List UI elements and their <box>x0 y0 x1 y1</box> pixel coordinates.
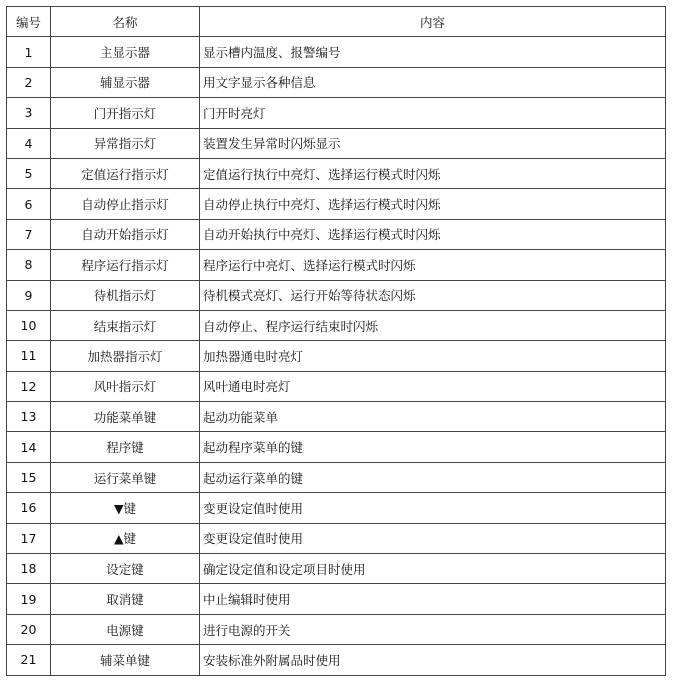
row-number: 5 <box>7 158 51 188</box>
row-name: 辅菜单键 <box>51 645 200 675</box>
row-name: 设定键 <box>51 554 200 584</box>
row-name: 程序键 <box>51 432 200 462</box>
row-content: 安装标准外附属品时使用 <box>200 645 666 675</box>
row-number: 7 <box>7 219 51 249</box>
row-name: ▲键 <box>51 523 200 553</box>
row-content: 起动程序菜单的键 <box>200 432 666 462</box>
row-content: 门开时亮灯 <box>200 98 666 128</box>
row-name: 程序运行指示灯 <box>51 250 200 280</box>
table-row <box>7 584 666 614</box>
row-number: 18 <box>7 554 51 584</box>
header-name: 名称 <box>51 7 200 37</box>
row-content: 装置发生异常时闪烁显示 <box>200 128 666 158</box>
row-name: 门开指示灯 <box>51 98 200 128</box>
row-number: 2 <box>7 67 51 97</box>
table-row <box>7 645 666 675</box>
key-function-table <box>6 6 666 676</box>
row-number: 12 <box>7 371 51 401</box>
row-number: 4 <box>7 128 51 158</box>
row-name: 加热器指示灯 <box>51 341 200 371</box>
table-row <box>7 37 666 67</box>
row-number: 21 <box>7 645 51 675</box>
table-row <box>7 189 666 219</box>
table-row <box>7 493 666 523</box>
row-number: 1 <box>7 37 51 67</box>
header-row <box>7 7 666 37</box>
header-number: 编号 <box>7 7 51 37</box>
table-row <box>7 402 666 432</box>
row-content: 变更设定值时使用 <box>200 523 666 553</box>
table-row <box>7 310 666 340</box>
table-row <box>7 341 666 371</box>
row-number: 16 <box>7 493 51 523</box>
row-content: 用文字显示各种信息 <box>200 67 666 97</box>
table-row <box>7 523 666 553</box>
row-name: 待机指示灯 <box>51 280 200 310</box>
row-name: 定值运行指示灯 <box>51 158 200 188</box>
table-row <box>7 280 666 310</box>
table-row <box>7 462 666 492</box>
row-content: 变更设定值时使用 <box>200 493 666 523</box>
row-number: 8 <box>7 250 51 280</box>
row-name: 辅显示器 <box>51 67 200 97</box>
row-number: 6 <box>7 189 51 219</box>
row-number: 11 <box>7 341 51 371</box>
row-number: 9 <box>7 280 51 310</box>
row-name: 风叶指示灯 <box>51 371 200 401</box>
row-name: 电源键 <box>51 614 200 644</box>
row-number: 19 <box>7 584 51 614</box>
table-row <box>7 128 666 158</box>
row-name: 异常指示灯 <box>51 128 200 158</box>
row-name: 主显示器 <box>51 37 200 67</box>
table-row <box>7 67 666 97</box>
table-row <box>7 98 666 128</box>
row-content: 中止编辑时使用 <box>200 584 666 614</box>
row-number: 13 <box>7 402 51 432</box>
row-name: 自动停止指示灯 <box>51 189 200 219</box>
row-content: 自动停止执行中亮灯、选择运行模式时闪烁 <box>200 189 666 219</box>
row-content: 确定设定值和设定项目时使用 <box>200 554 666 584</box>
table-row <box>7 158 666 188</box>
table-row <box>7 250 666 280</box>
row-number: 14 <box>7 432 51 462</box>
row-content: 定值运行执行中亮灯、选择运行模式时闪烁 <box>200 158 666 188</box>
row-content: 程序运行中亮灯、选择运行模式时闪烁 <box>200 250 666 280</box>
row-name: 结束指示灯 <box>51 310 200 340</box>
row-content: 显示槽内温度、报警编号 <box>200 37 666 67</box>
row-content: 自动开始执行中亮灯、选择运行模式时闪烁 <box>200 219 666 249</box>
row-name: 自动开始指示灯 <box>51 219 200 249</box>
row-content: 起动运行菜单的键 <box>200 462 666 492</box>
row-number: 3 <box>7 98 51 128</box>
row-content: 进行电源的开关 <box>200 614 666 644</box>
row-content: 起动功能菜单 <box>200 402 666 432</box>
row-number: 17 <box>7 523 51 553</box>
row-content: 风叶通电时亮灯 <box>200 371 666 401</box>
row-content: 加热器通电时亮灯 <box>200 341 666 371</box>
row-content: 自动停止、程序运行结束时闪烁 <box>200 310 666 340</box>
table-row <box>7 554 666 584</box>
table-row <box>7 432 666 462</box>
table-row <box>7 614 666 644</box>
table-row <box>7 219 666 249</box>
row-number: 20 <box>7 614 51 644</box>
table-row <box>7 371 666 401</box>
header-content: 内容 <box>200 7 666 37</box>
row-number: 10 <box>7 310 51 340</box>
row-content: 待机模式亮灯、运行开始等待状态闪烁 <box>200 280 666 310</box>
row-name: ▼键 <box>51 493 200 523</box>
row-name: 功能菜单键 <box>51 402 200 432</box>
row-name: 取消键 <box>51 584 200 614</box>
row-name: 运行菜单键 <box>51 462 200 492</box>
row-number: 15 <box>7 462 51 492</box>
